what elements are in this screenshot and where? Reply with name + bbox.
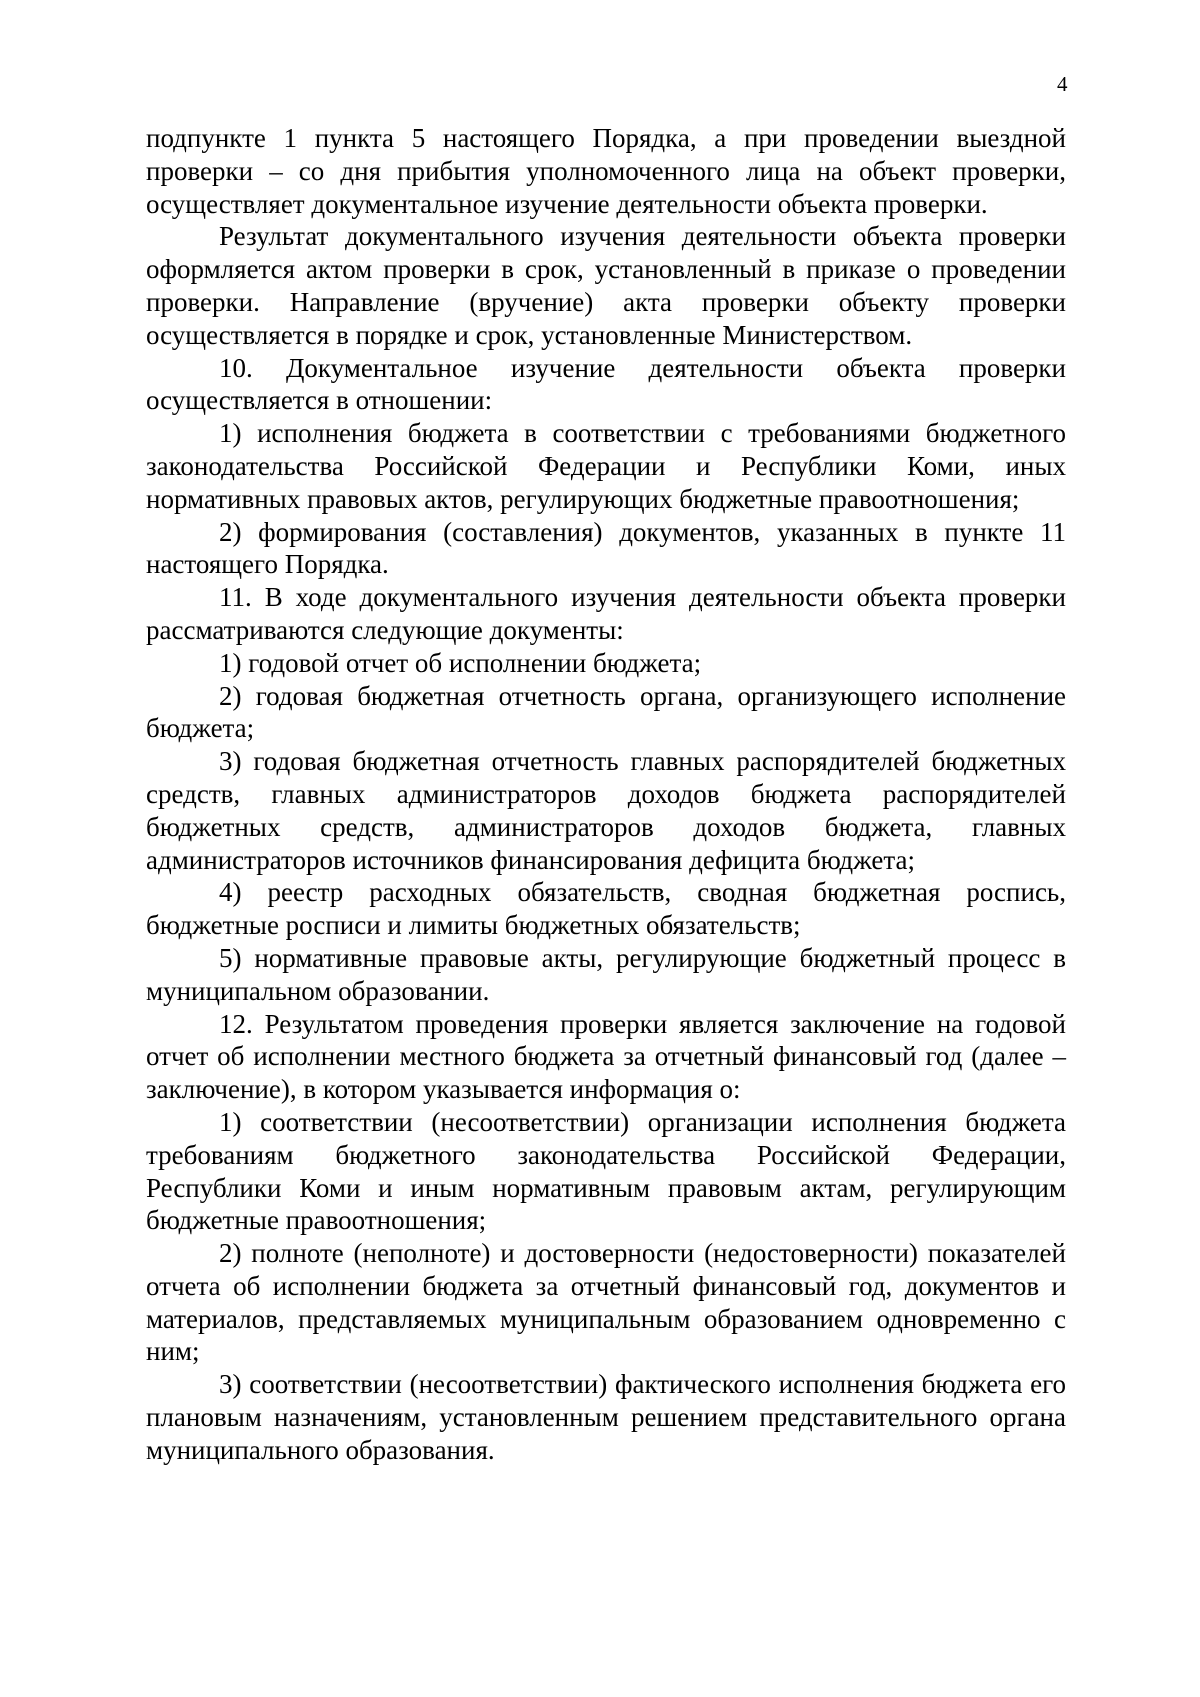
paragraph: 3) соответствии (несоответствии) фактического исполнения бюджета его плановым назначениям, установленным решением представительного органа муниципального образования. bbox=[146, 1369, 1066, 1465]
paragraph: 3) годовая бюджетная отчетность главных распорядителей бюджетных средств, главных администраторов доходов бюджета распорядителей бюджетных средств, администраторов доходов бюджета, главных администраторов источников финансирования дефицита бюджета; bbox=[146, 746, 1066, 875]
paragraph: 1) исполнения бюджета в соответствии с требованиями бюджетного законодательства Российской Федерации и Республики Коми, иных нормативных правовых актов, регулирующих бюджетные правоотношения; bbox=[146, 418, 1066, 514]
paragraph: 1) годовой отчет об исполнении бюджета; bbox=[219, 647, 702, 678]
paragraph: 2) полноте (неполноте) и достоверности (недостоверности) показателей отчета об исполнении бюджета за отчетный финансовый год, документов и материалов, представляемых муниципальным образованием одновременно с ним; bbox=[146, 1238, 1066, 1367]
paragraph: Результат документального изучения деятельности объекта проверки оформляется актом проверки в срок, установленный в приказе о проведении проверки. Направление (вручение) акта проверки объекту проверки осуществляется в порядке и срок, установленные Министерством. bbox=[146, 221, 1066, 350]
page-number: 4 bbox=[1057, 72, 1068, 96]
paragraph: 4) реестр расходных обязательств, сводная бюджетная роспись, бюджетные росписи и лимиты бюджетных обязательств; bbox=[146, 877, 1066, 941]
paragraph: 5) нормативные правовые акты, регулирующие бюджетный процесс в муниципальном образовании. bbox=[146, 942, 1066, 1006]
paragraph: 1) соответствии (несоответствии) организации исполнения бюджета требованиям бюджетного законодательства Российской Федерации, Республики Коми и иным нормативным правовым актам, регулирующим бюджетные правоотношения; bbox=[146, 1106, 1066, 1236]
paragraph: 11. В ходе документального изучения деятельности объекта проверки рассматриваются следующие документы: bbox=[146, 582, 1066, 645]
paragraph: 10. Документальное изучение деятельности объекта проверки осуществляется в отношении: bbox=[146, 352, 1066, 416]
paragraph: 2) годовая бюджетная отчетность органа, организующего исполнение бюджета; bbox=[146, 680, 1066, 744]
paragraph: подпункте 1 пункта 5 настоящего Порядка, а при проведении выездной проверки – со дня прибытия уполномоченного лица на объект проверки, осуществляет документальное изучение деятельности объекта проверки. bbox=[146, 123, 1066, 219]
document-body bbox=[146, 122, 1066, 1467]
paragraph: 2) формирования (составления) документов, указанных в пункте 11 настоящего Порядка. bbox=[146, 516, 1066, 580]
paragraph: 12. Результатом проведения проверки является заключение на годовой отчет об исполнении местного бюджета за отчетный финансовый год (далее – заключение), в котором указывается информация о: bbox=[146, 1008, 1066, 1105]
